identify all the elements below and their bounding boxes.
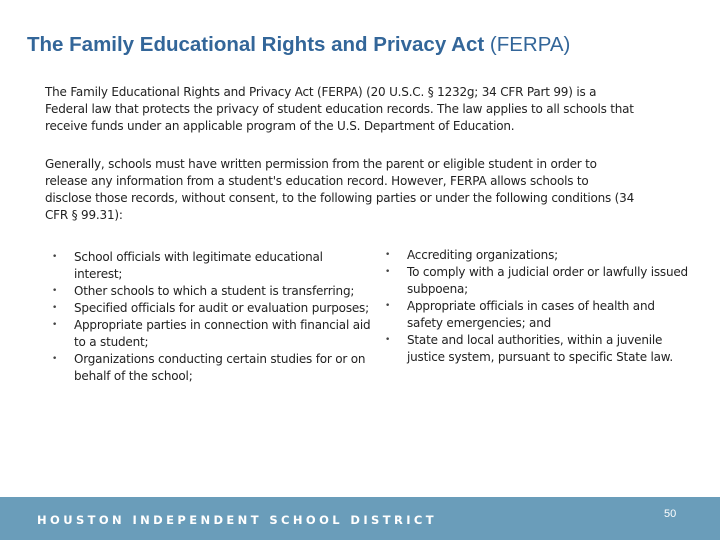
bullet: • (52, 252, 58, 262)
list-item-text: State and local authorities, within a juvenile justice system, pursuant to specific State law. (407, 333, 673, 364)
list-item-text: Organizations conducting certain studies for or on behalf of the school; (74, 352, 366, 383)
bullet: • (52, 320, 58, 330)
slide-title-main: The Family Educational Rights and Privacy Act (27, 33, 485, 56)
list-item-text: To comply with a judicial order or lawfully issued subpoena; (407, 265, 688, 296)
bullet: • (52, 354, 58, 364)
list-item (52, 300, 372, 317)
slide-title (27, 33, 570, 57)
list-item-text: School officials with legitimate educational interest; (74, 250, 323, 281)
list-item-text: Appropriate parties in connection with financial aid to a student; (74, 318, 371, 349)
list-item-text: Appropriate officials in cases of health and safety emergencies; and (407, 299, 655, 330)
list-item-text: Accrediting organizations; (407, 248, 558, 262)
list-item-text: Other schools to which a student is transferring; (74, 284, 355, 298)
intro-paragraph: The Family Educational Rights and Privacy Act (FERPA) (20 U.S.C. § 1232g; 34 CFR Part 99) is a Federal law that protects the privacy of student education records. The law applies to all schools that receive funds under an applicable program of the U.S. Department of Education. (45, 85, 634, 133)
bullet: • (52, 303, 58, 313)
list-item (385, 298, 690, 332)
list-item (385, 332, 690, 366)
exceptions-list-left (52, 249, 372, 385)
list-item (385, 247, 690, 264)
list-item (52, 351, 372, 385)
bullet: • (52, 286, 58, 296)
list-item (52, 283, 372, 300)
list-item (52, 249, 372, 283)
exceptions-list-right (385, 247, 690, 366)
list-item-text: Specified officials for audit or evaluation purposes; (74, 301, 369, 315)
list-item (52, 317, 372, 351)
slide-title-suffix: (FERPA) (489, 33, 571, 56)
bullet: • (385, 301, 391, 311)
bullet: • (385, 335, 391, 345)
bullet: • (385, 267, 391, 277)
district-name: HOUSTON INDEPENDENT SCHOOL DISTRICT (37, 513, 437, 527)
bullet: • (385, 250, 391, 260)
page-number: 50 (664, 508, 677, 520)
disclosure-paragraph: Generally, schools must have written permission from the parent or eligible student in order to release any information from a student's education record. However, FERPA allows schools to disclose those records, without consent, to the following parties or under the following conditions (34 CFR § 99.31): (45, 157, 635, 222)
list-item (385, 264, 690, 298)
